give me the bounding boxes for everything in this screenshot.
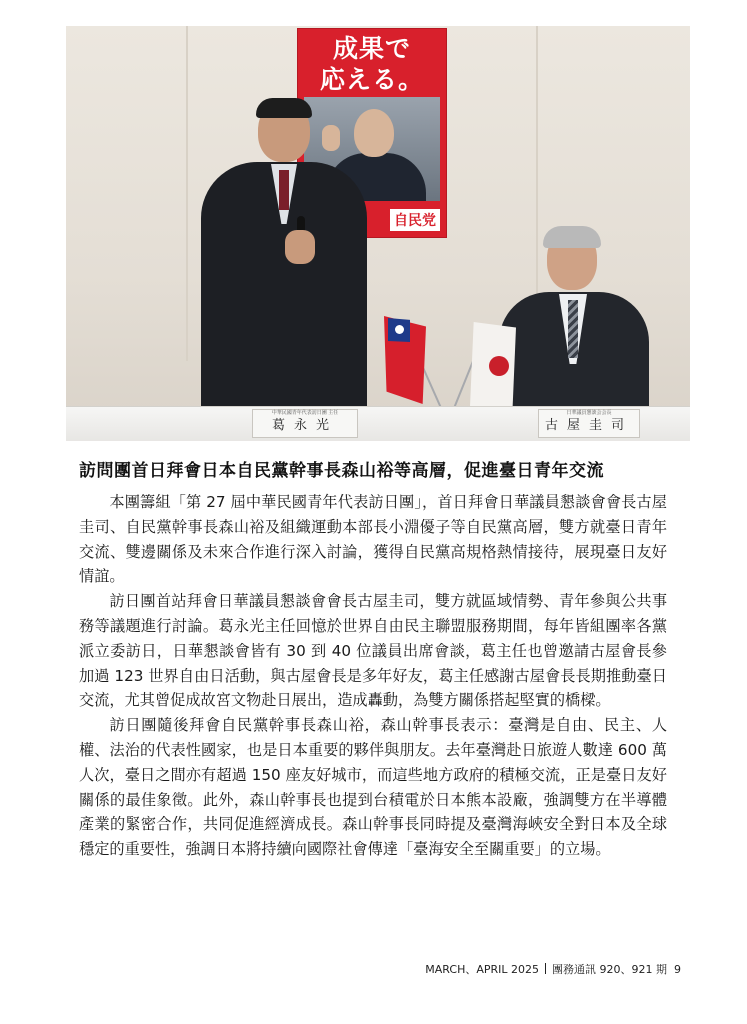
- guest-hair: [543, 226, 601, 248]
- footer-divider: [545, 963, 546, 974]
- speaker-hair: [256, 98, 312, 118]
- seated-guest: [499, 226, 649, 426]
- article-paragraph: 訪日團隨後拜會自民黨幹事長森山裕，森山幹事長表示：臺灣是自由、民主、人權、法治的代表性國家，也是日本重要的夥伴與朋友。去年臺灣赴日旅遊人數達 600 萬人次，臺日之間亦有超過 150 座友好城市，而這些地方政府的積極交流，正是臺日友好關係的最佳象徵。此外，森山幹事長也提到台積電於日本熊本設廠，強調雙方在半導體產業的緊密合作，共同促進經濟成長。森山幹事長同時提及臺灣海峽安全對日本及全球穩定的重要性，強調日本將持續向國際社會傳達「臺海安全至關重要」的立場。: [79, 716, 667, 859]
- taiwan-flag-sun: [395, 325, 404, 334]
- page-footer: [425, 962, 681, 978]
- article-paragraph: 本團籌組「第 27 屆中華民國青年代表訪日團」，首日拜會日華議員懇談會會長古屋圭司、自民黨幹事長森山裕及組織運動本部長小淵優子等自民黨高層，雙方就臺日青年交流、雙邊關係及未來合作進行深入討論，獲得自民黨高規格熱情接待，展現臺日友好情誼。: [79, 493, 667, 586]
- nameplate-subtitle: 中華民國青年代表訪日團 主任: [271, 410, 339, 416]
- issue-date: MARCH、APRIL 2025: [425, 963, 540, 976]
- article-paragraph: 訪日團首站拜會日華議員懇談會會長古屋圭司，雙方就區域情勢、青年參與公共事務等議題進行討論。葛永光主任回憶於世界自由民主聯盟服務期間，每年皆組團率各黨派立委訪日，日華懇談會皆有 30 到 40 位議員出席會談，葛主任也曾邀請古屋會長參加過 123 世界自由日活動，與古屋會長是多年好友，葛主任感謝古屋會長長期推動臺日交流，尤其曾促成故宮文物赴日展出，造成轟動，為雙方關係搭起堅實的橋樑。: [79, 592, 667, 710]
- guest-tie: [568, 300, 578, 358]
- standing-speaker: [201, 100, 369, 420]
- wall-seam: [186, 26, 188, 361]
- nameplate-right: [538, 409, 640, 438]
- poster-headline: 成果で 応える。: [319, 34, 424, 94]
- nameplate-left: [252, 409, 358, 438]
- nameplate-name: 葛永光: [271, 418, 338, 433]
- nameplate-name: 古屋圭司: [544, 418, 633, 433]
- article-photo: [66, 26, 690, 441]
- speaker-tie: [279, 170, 289, 210]
- article-body: [79, 490, 667, 862]
- page-number: 9: [674, 963, 681, 976]
- article-headline: 訪問團首日拜會日本自民黨幹事長森山裕等高層，促進臺日青年交流: [79, 461, 604, 481]
- nameplate-subtitle: 日華議員懇談会会長: [566, 410, 612, 416]
- publication-name: 團務通訊 920、921 期: [552, 963, 667, 976]
- speaker-hand: [285, 230, 315, 264]
- poster-party-name: 自民党: [390, 209, 440, 231]
- japan-flag-disc: [489, 356, 509, 376]
